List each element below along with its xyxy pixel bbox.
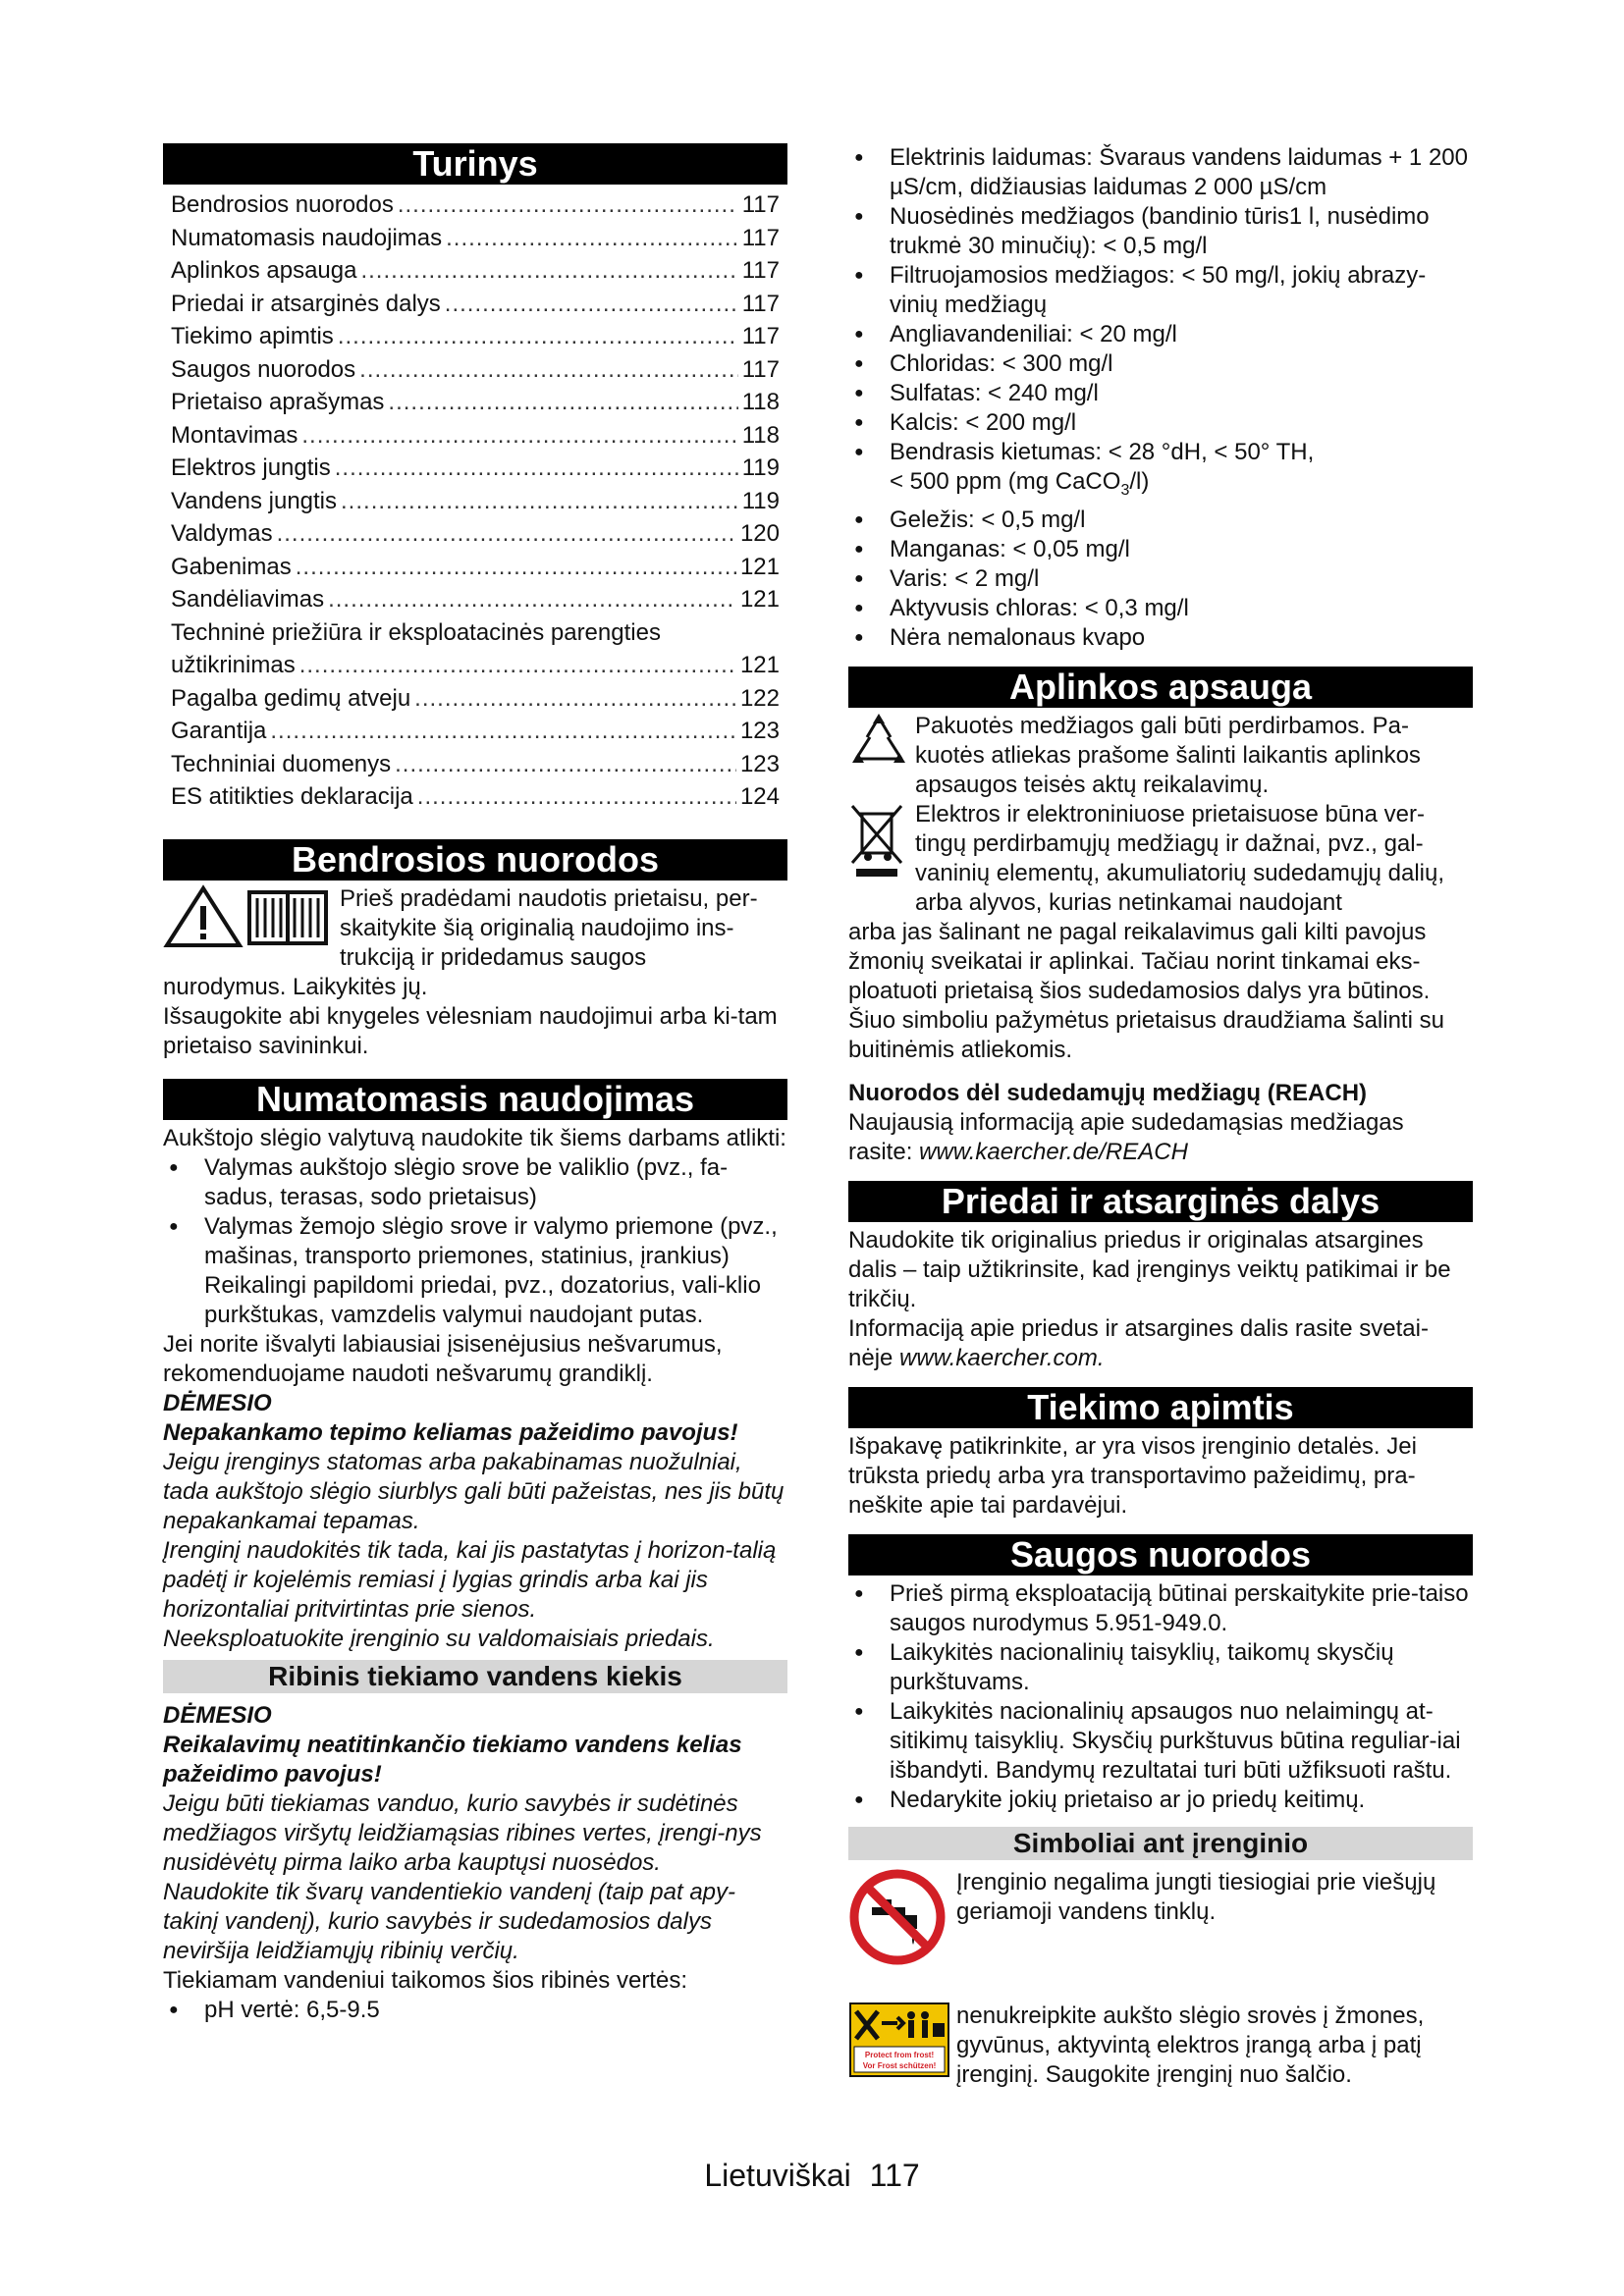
label-line-1: Protect from frost! — [864, 2050, 935, 2059]
left-column — [163, 143, 787, 2025]
toc-item[interactable] — [163, 386, 787, 419]
toc-item-page: 118 — [741, 421, 780, 449]
accessories-title: Priedai ir atsarginės dalys — [848, 1181, 1473, 1222]
list-item: ● Filtruojamosios medžiagos: < 50 mg/l, jokių abrazy-vinių medžiagų — [848, 261, 1473, 320]
recycle-block — [848, 712, 1473, 800]
right-column — [848, 143, 1473, 2090]
safety-list — [848, 1579, 1473, 1815]
toc-list — [163, 188, 787, 814]
list-item: ● Laikykitės nacionalinių taisyklių, taikomų skysčių purkštuvams. — [848, 1638, 1473, 1697]
toc-leader — [270, 715, 736, 748]
notice-text: Jeigu būti tiekiamas vanduo, kurio savybės ir sudėtinės medžiagos viršytų leidžiamąsias ribines vertes, įrengi-nys nusidėvėtų pirma laiko arba kauptųsi nuosėdos. — [163, 1789, 762, 1876]
kaercher-link[interactable]: www.kaercher.com. — [899, 1344, 1105, 1371]
no-tap-symbol-row — [848, 1868, 1473, 1966]
list-item: ● Sulfatas: < 240 mg/l — [848, 379, 1473, 408]
toc-item-page: 119 — [741, 454, 780, 481]
toc-leader — [414, 682, 736, 716]
list-item: ● pH vertė: 6,5-9.5 — [163, 1996, 787, 2025]
toc-item-page: 121 — [739, 652, 780, 678]
notice-label: DĖMESIO — [163, 1701, 272, 1729]
toc-item-page: 123 — [739, 750, 780, 777]
list-item: ● Prieš pirmą eksploataciją būtinai perskaitykite prie-taiso saugos nurodymus 5.951-949.0. — [848, 1579, 1473, 1638]
list-item: ● Nėra nemalonaus kvapo — [848, 623, 1473, 653]
symbols-title: Simboliai ant įrenginio — [848, 1827, 1473, 1860]
toc-item-page: 122 — [739, 684, 780, 712]
toc-item-label: Elektros jungtis — [171, 454, 331, 481]
reach-title: Nuorodos dėl sudedamųjų medžiagų (REACH) — [848, 1079, 1368, 1106]
notice-text: Įrenginį naudokitės tik tada, kai jis pastatytas į horizon-talią padėtį ir kojelėmis remiasi į lygias grindis arba kai jis horizontaliai pritvirtintas prie sienos. — [163, 1536, 777, 1623]
list-item: ● Chloridas: < 300 mg/l — [848, 349, 1473, 379]
recycle-icon — [848, 712, 915, 800]
hardness-subscript: 3 — [1120, 481, 1130, 499]
list-item: ● Varis: < 2 mg/l — [848, 564, 1473, 594]
toc-item-page: 121 — [739, 553, 780, 580]
toc-leader — [296, 551, 736, 584]
toc-item[interactable] — [163, 748, 787, 781]
toc-title: Turinys — [163, 143, 787, 185]
recycle-text: Pakuotės medžiagos gali būti perdirbamos. Pa-kuotės atliekas prašome šalinti laikantis aplinkos apsaugos teisės aktų reikalavimų. — [915, 712, 1421, 798]
list-item: ● Nuosėdinės medžiagos (bandinio tūris1 l, nusėdimo trukmė 30 minučių): < 0,5 mg/l — [848, 202, 1473, 261]
list-item: ● Kalcis: < 200 mg/l — [848, 408, 1473, 438]
list-item: ● Valymas žemojo slėgio srove ir valymo priemone (pvz., mašinas, transporto priemones, statinius, įrankius) — [163, 1212, 787, 1271]
toc-item-page: 117 — [741, 191, 780, 218]
toc-item-label: Sandėliavimas — [171, 586, 325, 613]
safety-title: Saugos nuorodos — [848, 1534, 1473, 1575]
toc-item[interactable] — [163, 583, 787, 616]
toc-item-label: Prietaiso aprašymas — [171, 389, 385, 415]
reach-link[interactable]: www.kaercher.de/REACH — [919, 1138, 1188, 1165]
general-text-2: Išsaugokite abi knygeles vėlesniam naudojimui arba ki-tam prietaiso savininkui. — [163, 1002, 778, 1059]
toc-leader — [398, 188, 738, 222]
list-item: ● Manganas: < 0,05 mg/l — [848, 535, 1473, 564]
toc-item-page: 118 — [741, 389, 780, 415]
toc-item[interactable] — [163, 188, 787, 222]
warning-label-text: nenukreipkite aukšto slėgio srovės į žmones, gyvūnus, aktyvintą elektros įrangą arba į patį įrenginį. Saugokite įrenginį nuo šalčio. — [956, 2002, 1425, 2088]
label-line-2: Vor Frost schützen! — [862, 2060, 937, 2070]
toc-item-page: 117 — [741, 224, 780, 251]
toc-item-page: 121 — [739, 586, 780, 613]
toc-leader — [446, 222, 738, 255]
crossed-bin-icon — [848, 800, 915, 918]
weee-text: Elektros ir elektroniniuose prietaisuose būna ver-tingų perdirbamųjų medžiagų ir dažnai, pvz., gal-vaninių elementų, akumuliatorių sudedamųjų dalių, arba alyvos, kurias netinkamai naudojant — [915, 800, 1444, 916]
toc-leader — [359, 353, 738, 387]
list-item: ● Elektrinis laidumas: Švaraus vandens laidumas + 1 200 µS/cm, didžiausias laidumas 2 000 µS/cm — [848, 143, 1473, 202]
toc-item-label: Pagalba gedimų atveju — [171, 684, 411, 712]
toc-leader — [299, 649, 736, 682]
toc-item-label: Numatomasis naudojimas — [171, 224, 443, 251]
toc-item[interactable] — [163, 485, 787, 518]
toc-leader — [335, 452, 738, 485]
toc-leader — [417, 780, 736, 814]
toc-item[interactable] — [163, 682, 787, 716]
toc-item[interactable] — [163, 353, 787, 387]
intended-list — [163, 1153, 787, 1271]
general-text-1-cont: nurodymus. Laikykitės jų. — [163, 973, 428, 1000]
environment-title: Aplinkos apsauga — [848, 667, 1473, 708]
list-item: ● Valymas aukštojo slėgio srove be valiklio (pvz., fa-sadus, terasas, sodo prietaisus) — [163, 1153, 787, 1212]
intended-bullet-note: Reikalingi papildomi priedai, pvz., dozatorius, vali-klio purkštukas, vamzdelis valymui naudojant putas. — [204, 1271, 761, 1328]
warning-label-row — [848, 2002, 1473, 2090]
hardness-line-1: Bendrasis kietumas: < 28 °dH, < 50° TH, — [890, 439, 1315, 465]
toc-item-label: ES atitikties deklaracija — [171, 783, 413, 810]
list-item — [848, 438, 1473, 506]
intended-title: Numatomasis naudojimas — [163, 1079, 787, 1120]
general-notice — [163, 884, 787, 973]
page-footer — [0, 2156, 1624, 2195]
intended-intro: Aukštojo slėgio valytuvą naudokite tik šiems darbams atlikti: — [163, 1124, 786, 1151]
toc-item[interactable] — [163, 616, 787, 650]
toc-item[interactable] — [163, 222, 787, 255]
toc-item-label: Aplinkos apsauga — [171, 257, 357, 284]
toc-leader — [277, 517, 736, 551]
toc-leader — [328, 583, 736, 616]
toc-leader — [388, 386, 737, 419]
toc-item-page: 123 — [739, 718, 780, 744]
footer-language: Lietuviškai — [704, 2158, 851, 2193]
water-list-left — [163, 1996, 787, 2025]
hardness-line-2-end: /l) — [1129, 468, 1150, 495]
manual-book-icon — [244, 884, 332, 949]
toc-leader — [445, 288, 738, 321]
toc-item[interactable] — [163, 452, 787, 485]
toc-leader — [341, 485, 738, 518]
toc-item-label: Techninė priežiūra ir eksploatacinės parengties — [171, 618, 661, 646]
toc-leader — [395, 748, 736, 781]
toc-leader — [360, 254, 737, 288]
list-item: ● Aktyvusis chloras: < 0,3 mg/l — [848, 594, 1473, 623]
general-text-1: Prieš pradėdami naudotis prietaisu, per-skaitykite šią originalią naudojimo ins-trukciją ir pridedamus saugos — [340, 884, 758, 971]
list-item: ● Laikykitės nacionalinių apsaugos nuo nelaimingų at-sitikimų taisyklių. Skysčių purkštuvus būtina reguliar-iai išbandyti. Bandymų rezultatai turi būti užfiksuoti raštu. — [848, 1697, 1473, 1786]
reach-text — [848, 1108, 1473, 1167]
toc-item[interactable] — [163, 320, 787, 353]
no-tap-text: Įrenginio negalima jungti tiesiogiai prie viešųjų geriamoji vandens tinklų. — [956, 1868, 1436, 1925]
intended-text-after: Jei norite išvalyti labiausiai įsisenėjusius nešvarumus, rekomenduojame naudoti nešvarumų grandiklį. — [163, 1330, 723, 1387]
weee-block — [848, 800, 1473, 918]
notice-title: Reikalavimų neatitinkančio tiekiamo vandens kelias pažeidimo pavojus! — [163, 1731, 742, 1788]
toc-item-label: Techniniai duomenys — [171, 750, 392, 777]
list-item: ● Angliavandeniliai: < 20 mg/l — [848, 320, 1473, 349]
toc-item-page: 117 — [741, 257, 780, 284]
toc-item-label: Bendrosios nuorodos — [171, 191, 394, 218]
notice-title: Nepakankamo tepimo keliamas pažeidimo pavojus! — [163, 1418, 738, 1446]
delivery-text: Išpakavę patikrinkite, ar yra visos įrenginio detalės. Jei trūksta priedų arba yra transportavimo pažeidimų, pra-neškite apie tai pardavėjui. — [848, 1432, 1417, 1519]
footer-page-number: 117 — [869, 2158, 920, 2193]
high-pressure-warning-label-icon — [848, 2002, 956, 2078]
toc-item[interactable] — [163, 551, 787, 584]
toc-item[interactable] — [163, 419, 787, 453]
toc-item[interactable] — [163, 649, 787, 682]
toc-item[interactable] — [163, 288, 787, 321]
delivery-title: Tiekimo apimtis — [848, 1387, 1473, 1428]
toc-item-label: Valdymas — [171, 520, 273, 547]
warning-triangle-icon — [163, 884, 244, 949]
toc-item[interactable] — [163, 715, 787, 748]
water-intro: Tiekiamam vandeniui taikomos šios ribinės vertės: — [163, 1966, 687, 1994]
toc-leader — [338, 320, 738, 353]
toc-leader — [301, 419, 737, 453]
toc-item-label: Priedai ir atsarginės dalys — [171, 290, 441, 317]
toc-item-page: 124 — [739, 783, 780, 810]
toc-item-label: Tiekimo apimtis — [171, 323, 334, 349]
accessories-text-2-body: Informaciją apie priedus ir atsargines dalis rasite svetai-nėje — [848, 1314, 1429, 1371]
toc-item-label: Montavimas — [171, 421, 298, 449]
notice-label: DĖMESIO — [163, 1389, 272, 1416]
toc-item-page: 117 — [741, 290, 780, 317]
accessories-text-2 — [848, 1314, 1473, 1373]
water-list-right — [848, 143, 1473, 653]
toc-item-label: užtikrinimas — [171, 652, 296, 678]
toc-item-label: Garantija — [171, 718, 267, 744]
list-item: ● Nedarykite jokių prietaiso ar jo priedų keitimų. — [848, 1786, 1473, 1815]
list-item: ● Geležis: < 0,5 mg/l — [848, 506, 1473, 535]
toc-item-label: Saugos nuorodos — [171, 355, 356, 383]
water-title: Ribinis tiekiamo vandens kiekis — [163, 1660, 787, 1693]
general-title: Bendrosios nuorodos — [163, 839, 787, 881]
toc-item-label: Vandens jungtis — [171, 487, 338, 514]
notice-text: Jeigu įrenginys statomas arba pakabinamas nuožulniai, tada aukštojo slėgio siurblys gali būti pažeistas, nes jis būtų nepakankamai tepamas. — [163, 1448, 785, 1534]
warning-book-icons — [163, 884, 340, 973]
toc-item-page: 120 — [739, 520, 780, 547]
toc-item-label: Gabenimas — [171, 553, 292, 580]
toc-item[interactable] — [163, 780, 787, 814]
no-drinking-water-connection-icon — [848, 1868, 956, 1966]
reach-text-body: Naujausią informaciją apie sudedamąsias medžiagas rasite: — [848, 1108, 1404, 1165]
notice-text: Neeksploatuokite įrenginio su valdomaisiais priedais. — [163, 1625, 715, 1652]
accessories-text-1: Naudokite tik originalius priedus ir originalas atsargines dalis – taip užtikrinsite, kad įrenginys veiktų patikimai ir be trikčių. — [848, 1226, 1451, 1312]
toc-item[interactable] — [163, 517, 787, 551]
weee-text-cont: arba jas šalinant ne pagal reikalavimus gali kilti pavojus žmonių sveikatai ir aplinkai. Tačiau norint tinkamai eks-ploatuoti prietaisą šios sudedamosios dalys yra būtinos. Šiuo simboliu pažymėtus prietaisus draudžiama šalinti su buitinėmis atliekomis. — [848, 918, 1444, 1063]
toc-item-page: 119 — [741, 487, 780, 514]
toc-item-page: 117 — [741, 323, 780, 349]
toc-item[interactable] — [163, 254, 787, 288]
hardness-line-2: < 500 ppm (mg CaCO — [890, 468, 1121, 495]
notice-text: Naudokite tik švarų vandentiekio vandenį (taip pat apy-takinį vandenį), kurio savybės ir sudedamosios dalys neviršija leidžiamųjų ribinių verčių. — [163, 1878, 736, 1964]
toc-item-page: 117 — [741, 355, 780, 383]
